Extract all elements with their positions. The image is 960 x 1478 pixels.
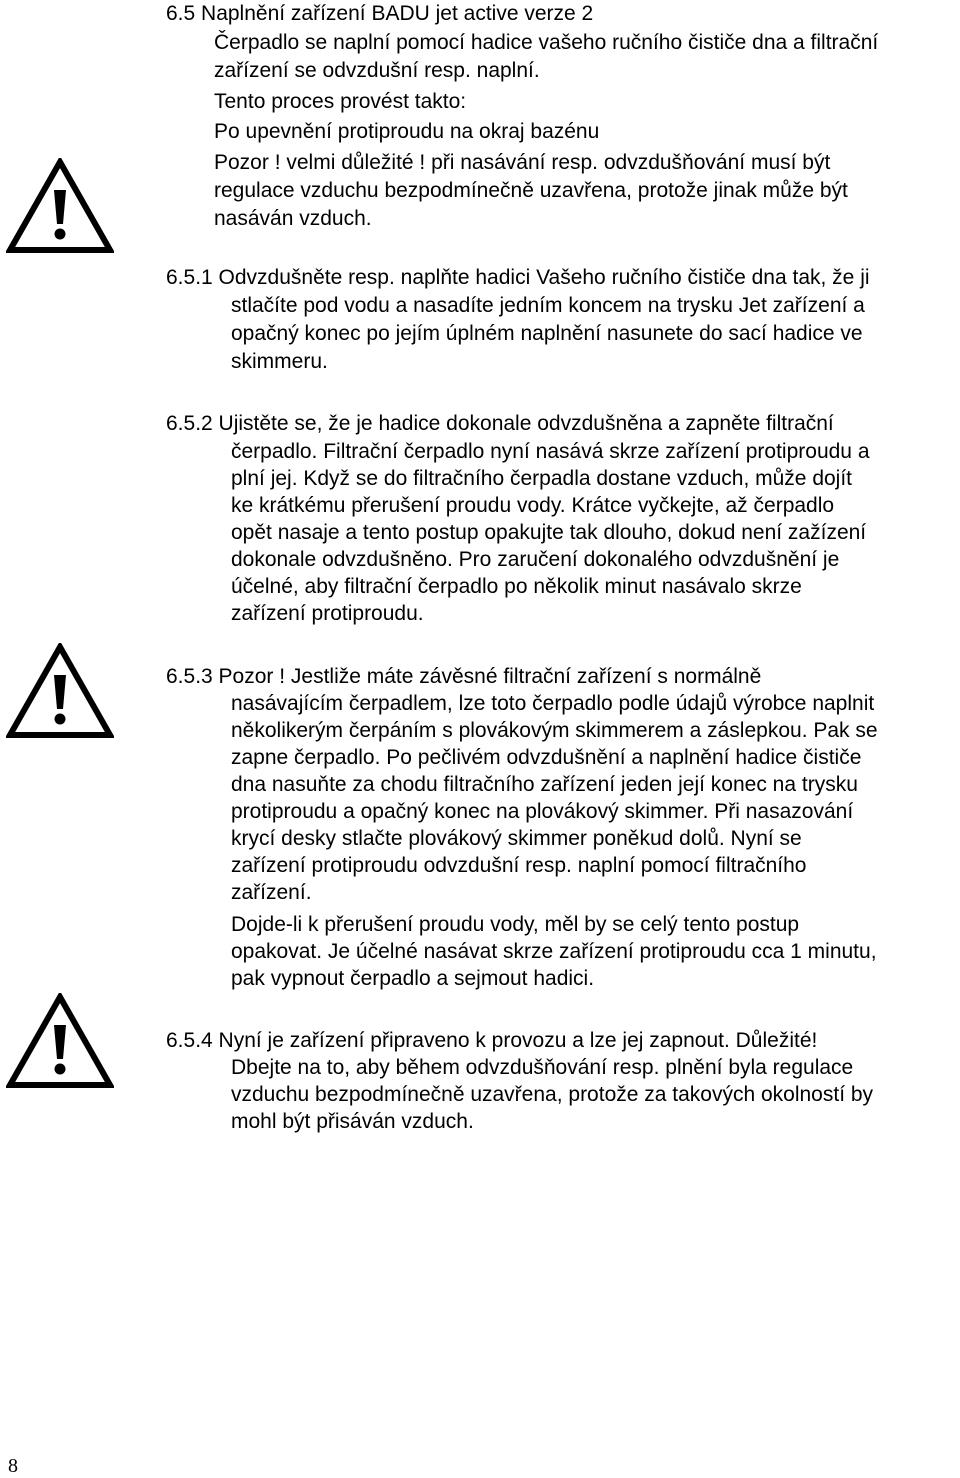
section-line: zapne čerpadlo. Po pečlivém odvzdušnění a naplnění hadice čističe <box>231 746 862 769</box>
section-line: 6.5.2 Ujistěte se, že je hadice dokonale odvzdušněna a zapněte filtrační <box>166 412 834 435</box>
warning-triangle-icon <box>6 993 114 1089</box>
section-line: účelné, aby filtrační čerpadlo po několik minut nasávalo skrze <box>231 575 802 598</box>
intro-line: Tento proces provést takto: <box>214 90 467 113</box>
section-line: zařízení protiproudu. <box>231 602 424 625</box>
section-line: Dbejte na to, aby během odvzdušňování resp. plnění byla regulace <box>231 1056 854 1079</box>
warning-line: nasáván vzduch. <box>214 207 372 230</box>
section-heading: 6.5 Naplnění zařízení BADU jet active verze 2 <box>166 2 594 25</box>
section-line: dokonale odvzdušněno. Pro zaručení dokonalého odvzdušnění je <box>231 548 840 571</box>
section-line: 6.5.3 Pozor ! Jestliže máte závěsné filtrační zařízení s normálně <box>166 665 762 688</box>
warning-line: regulace vzduchu bezpodmínečně uzavřena, protože jinak může být <box>214 179 848 202</box>
intro-line: zařízení se odvzdušní resp. naplní. <box>214 59 540 82</box>
warning-triangle-icon <box>6 158 114 254</box>
intro-line: Čerpadlo se naplní pomocí hadice vašeho ručního čističe dna a filtrační <box>214 31 879 54</box>
section-line: opakovat. Je účelné nasávat skrze zařízení protiproudu cca 1 minutu, <box>231 940 877 963</box>
section-line: dna nasuňte za chodu filtračního zařízení jeden její konec na trysku <box>231 773 858 796</box>
section-line: několikerým čerpáním s plovákovým skimmerem a záslepkou. Pak se <box>231 719 878 742</box>
section-line: protiproudu a opačný konec na plovákový skimmer. Při nasazování <box>231 800 854 823</box>
page-number: 8 <box>8 1455 18 1477</box>
warning-triangle-icon <box>6 643 114 739</box>
section-line: opačný konec po jejím úplném naplnění nasunete do sací hadice ve <box>231 322 863 345</box>
section-line: čerpadlo. Filtrační čerpadlo nyní nasává skrze zařízení protiproudu a <box>231 440 870 463</box>
section-line: vzduchu bezpodmínečně uzavřena, protože za takových okolností by <box>231 1083 874 1106</box>
section-line: skimmeru. <box>231 350 328 373</box>
section-line: zařízení. <box>231 881 312 904</box>
section-line: stlačíte pod vodu a nasadíte jedním koncem na trysku Jet zařízení a <box>231 294 865 317</box>
section-line: plní jej. Když se do filtračního čerpadla dostane vzduch, může dojít <box>231 467 853 490</box>
section-line: pak vypnout čerpadlo a sejmout hadici. <box>231 967 595 990</box>
section-line: nasávajícím čerpadlem, lze toto čerpadlo podle údajů výrobce naplnit <box>231 692 875 715</box>
section-line: mohl být přisáván vzduch. <box>231 1110 474 1133</box>
section-line: opět nasaje a tento postup opakujte tak dlouho, dokud není zažízení <box>231 521 867 544</box>
section-line: ke krátkému přerušení proudu vody. Krátce vyčkejte, až čerpadlo <box>231 494 835 517</box>
section-line: Dojde-li k přerušení proudu vody, měl by se celý tento postup <box>231 913 800 936</box>
section-line: krycí desky stlačte plovákový skimmer poněkud dolů. Nyní se <box>231 827 802 850</box>
section-line: 6.5.4 Nyní je zařízení připraveno k provozu a lze jej zapnout. Důležité! <box>166 1029 818 1052</box>
section-line: 6.5.1 Odvzdušněte resp. naplňte hadici Vašeho ručního čističe dna tak, že ji <box>166 266 870 289</box>
intro-line: Po upevnění protiproudu na okraj bazénu <box>214 120 600 143</box>
section-line: zařízení protiproudu odvzdušní resp. naplní pomocí filtračního <box>231 854 807 877</box>
warning-line: Pozor ! velmi důležité ! při nasávání resp. odvzdušňování musí být <box>214 151 831 174</box>
